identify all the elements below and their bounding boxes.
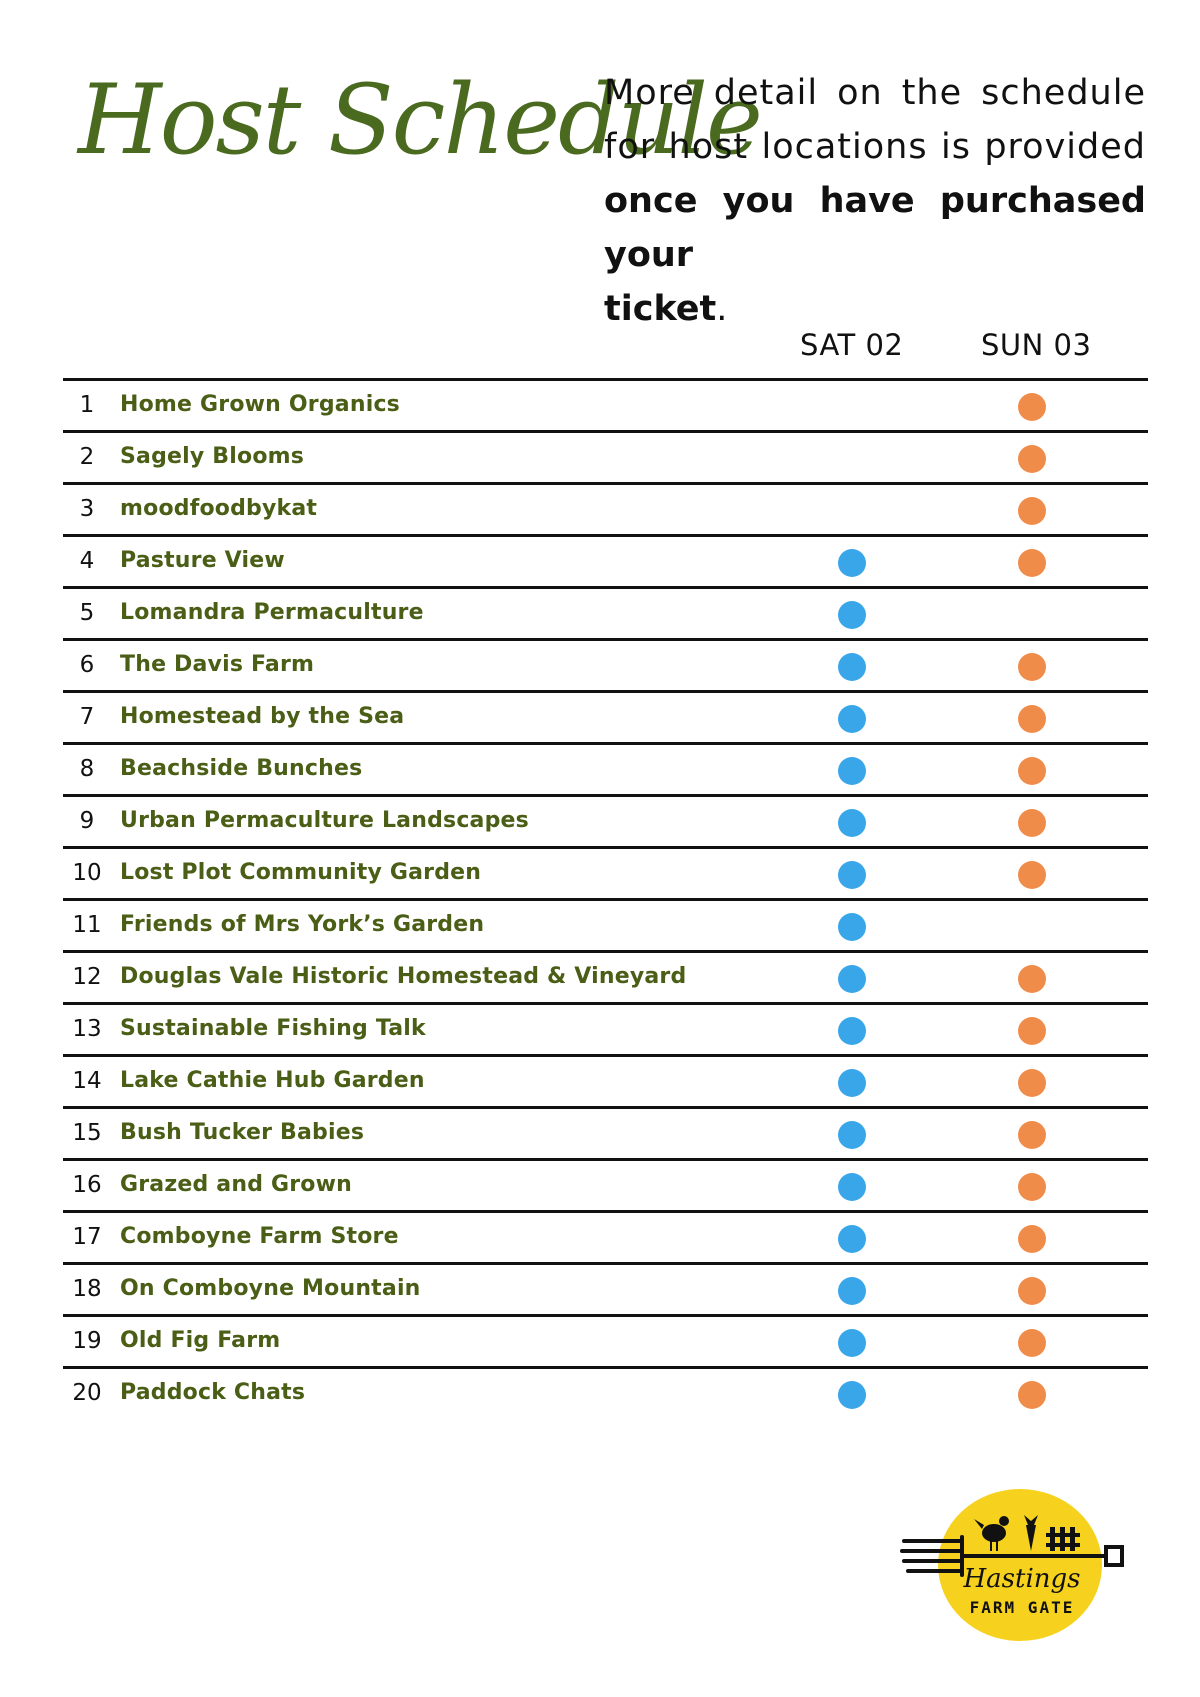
host-number: 13 xyxy=(72,1016,102,1042)
table-row xyxy=(63,1210,1148,1262)
sat-dot-indicator xyxy=(838,705,866,733)
intro-period: . xyxy=(716,289,728,329)
sun-dot-indicator xyxy=(1018,1329,1046,1357)
sat-dot-indicator xyxy=(838,601,866,629)
host-number: 15 xyxy=(72,1120,102,1146)
intro-text xyxy=(604,66,1146,336)
table-row xyxy=(63,586,1148,638)
host-name: Grazed and Grown xyxy=(120,1172,353,1197)
host-name: moodfoodbykat xyxy=(120,496,318,521)
logo-caps-text: FARM GATE xyxy=(969,1598,1075,1617)
sun-dot-indicator xyxy=(1018,1121,1046,1149)
host-name: Douglas Vale Historic Homestead & Vineyard xyxy=(120,964,687,989)
table-row xyxy=(63,690,1148,742)
sat-dot-indicator xyxy=(838,965,866,993)
table-row xyxy=(63,950,1148,1002)
page-title: Host Schedule xyxy=(78,64,761,176)
sun-dot-indicator xyxy=(1018,497,1046,525)
table-row xyxy=(63,846,1148,898)
table-row xyxy=(63,378,1148,430)
host-number: 1 xyxy=(79,392,95,418)
host-number: 20 xyxy=(72,1380,102,1406)
host-name: Bush Tucker Babies xyxy=(120,1120,365,1145)
fence-icon xyxy=(1046,1527,1080,1551)
table-row xyxy=(63,1366,1148,1418)
intro-bold-ticket: ticket xyxy=(604,289,717,329)
sun-dot-indicator xyxy=(1018,445,1046,473)
host-name: The Davis Farm xyxy=(120,652,315,677)
sun-dot-indicator xyxy=(1018,757,1046,785)
sun-dot-indicator xyxy=(1018,861,1046,889)
logo-script-text: Hastings xyxy=(963,1564,1081,1594)
host-number: 2 xyxy=(79,444,95,470)
table-row xyxy=(63,1314,1148,1366)
sun-dot-indicator xyxy=(1018,393,1046,421)
host-name: Sustainable Fishing Talk xyxy=(120,1016,426,1041)
sat-dot-indicator xyxy=(838,653,866,681)
host-name: Paddock Chats xyxy=(120,1380,306,1405)
sat-dot-indicator xyxy=(838,1017,866,1045)
column-header-sat: SAT 02 xyxy=(800,328,904,362)
sun-dot-indicator xyxy=(1018,1069,1046,1097)
table-row xyxy=(63,1158,1148,1210)
host-number: 14 xyxy=(72,1068,102,1094)
sat-dot-indicator xyxy=(838,1277,866,1305)
column-header-sun: SUN 03 xyxy=(981,328,1092,362)
sun-dot-indicator xyxy=(1018,1173,1046,1201)
sun-dot-indicator xyxy=(1018,809,1046,837)
sun-dot-indicator xyxy=(1018,1225,1046,1253)
sun-dot-indicator xyxy=(1018,653,1046,681)
host-number: 9 xyxy=(79,808,95,834)
host-number: 17 xyxy=(72,1224,102,1250)
sat-dot-indicator xyxy=(838,1121,866,1149)
host-name: Homestead by the Sea xyxy=(120,704,405,729)
table-row xyxy=(63,1262,1148,1314)
table-row xyxy=(63,1054,1148,1106)
table-row xyxy=(63,638,1148,690)
host-name: Pasture View xyxy=(120,548,285,573)
sat-dot-indicator xyxy=(838,1381,866,1409)
host-number: 4 xyxy=(79,548,95,574)
sat-dot-indicator xyxy=(838,1225,866,1253)
host-number: 7 xyxy=(79,704,95,730)
host-schedule-table xyxy=(63,378,1148,1418)
sat-dot-indicator xyxy=(838,1173,866,1201)
host-name: Friends of Mrs York’s Garden xyxy=(120,912,485,937)
host-number: 10 xyxy=(72,860,102,886)
host-number: 19 xyxy=(72,1328,102,1354)
host-name: Lomandra Permaculture xyxy=(120,600,424,625)
host-number: 8 xyxy=(79,756,95,782)
sun-dot-indicator xyxy=(1018,549,1046,577)
host-name: Lost Plot Community Garden xyxy=(120,860,482,885)
host-number: 16 xyxy=(72,1172,102,1198)
table-row xyxy=(63,742,1148,794)
table-row xyxy=(63,430,1148,482)
host-name: Lake Cathie Hub Garden xyxy=(120,1068,425,1093)
sat-dot-indicator xyxy=(838,861,866,889)
table-row xyxy=(63,534,1148,586)
host-number: 11 xyxy=(72,912,102,938)
host-name: Comboyne Farm Store xyxy=(120,1224,399,1249)
table-row xyxy=(63,482,1148,534)
host-name: Old Fig Farm xyxy=(120,1328,281,1353)
host-name: Sagely Blooms xyxy=(120,444,305,469)
host-name: On Comboyne Mountain xyxy=(120,1276,421,1301)
sat-dot-indicator xyxy=(838,549,866,577)
sun-dot-indicator xyxy=(1018,705,1046,733)
host-name: Home Grown Organics xyxy=(120,392,400,417)
intro-normal-text: More detail on the schedule for host locations is provided xyxy=(604,73,1146,167)
sat-dot-indicator xyxy=(838,1069,866,1097)
sun-dot-indicator xyxy=(1018,1017,1046,1045)
sun-dot-indicator xyxy=(1018,1381,1046,1409)
host-name: Beachside Bunches xyxy=(120,756,363,781)
host-number: 3 xyxy=(79,496,95,522)
sun-dot-indicator xyxy=(1018,965,1046,993)
sat-dot-indicator xyxy=(838,913,866,941)
table-row xyxy=(63,898,1148,950)
host-number: 6 xyxy=(79,652,95,678)
host-number: 12 xyxy=(72,964,102,990)
table-row xyxy=(63,794,1148,846)
sat-dot-indicator xyxy=(838,1329,866,1357)
table-row xyxy=(63,1002,1148,1054)
table-row xyxy=(63,1106,1148,1158)
hastings-farm-gate-logo xyxy=(900,1485,1140,1645)
sat-dot-indicator xyxy=(838,809,866,837)
host-name: Urban Permaculture Landscapes xyxy=(120,808,529,833)
host-number: 18 xyxy=(72,1276,102,1302)
sat-dot-indicator xyxy=(838,757,866,785)
host-number: 5 xyxy=(79,600,95,626)
intro-bold-text: once you have purchased your xyxy=(604,181,1146,275)
sun-dot-indicator xyxy=(1018,1277,1046,1305)
